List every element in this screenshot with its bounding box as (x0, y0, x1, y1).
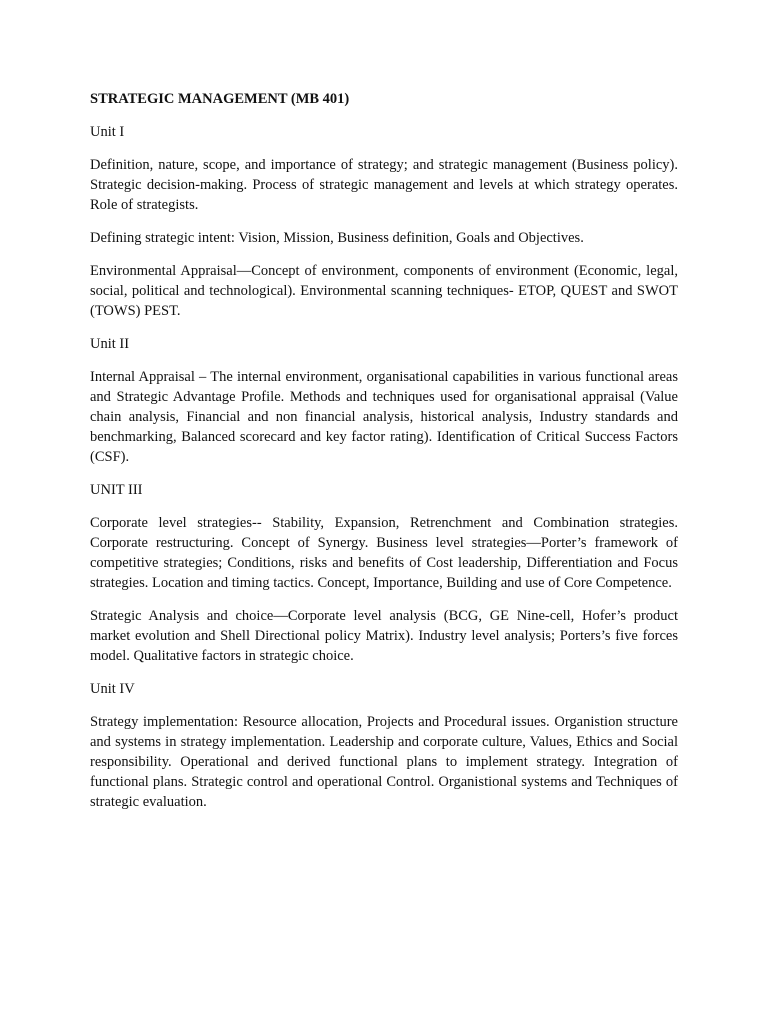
document-page (90, 89, 678, 825)
paragraph: Environmental Appraisal—Concept of environment, components of environment (Economic, legal, social, political and technological). Environmental scanning techniques- ETOP, QUEST and SWOT (TOWS) PEST. (90, 263, 678, 319)
paragraph: Strategic Analysis and choice—Corporate level analysis (BCG, GE Nine-cell, Hofer’s product market evolution and Shell Directional policy Matrix). Industry level analysis; Porters’s five forces model. Qualitative factors in strategic choice. (90, 608, 678, 664)
section-heading-unit-4: Unit IV (90, 681, 135, 697)
paragraph: Strategy implementation: Resource allocation, Projects and Procedural issues. Organistion structure and systems in strategy implementation. Leadership and corporate culture, Values, Ethics and Social responsibility. Operational and derived functional plans to implement strategy. Integration of functional plans. Strategic control and operational Control. Organistional systems and Techniques of strategic evaluation. (90, 714, 678, 810)
section-heading-unit-3: UNIT III (90, 482, 143, 498)
document-title: STRATEGIC MANAGEMENT (MB 401) (90, 91, 350, 107)
section-heading-unit-2: Unit II (90, 336, 130, 352)
paragraph: Internal Appraisal – The internal environment, organisational capabilities in various functional areas and Strategic Advantage Profile. Methods and techniques used for organisational appraisal (Value chain analysis, Financial and non financial analysis, historical analysis, Industry standards and benchmarking, Balanced scorecard and key factor rating). Identification of Critical Success Factors (CSF). (90, 369, 678, 465)
paragraph: Defining strategic intent: Vision, Mission, Business definition, Goals and Objectives. (90, 230, 584, 246)
paragraph: Corporate level strategies-- Stability, Expansion, Retrenchment and Combination strategies. Corporate restructuring. Concept of Synergy. Business level strategies—Porter’s framework of competitive strategies; Conditions, risks and benefits of Cost leadership, Differentiation and Focus strategies. Location and timing tactics. Concept, Importance, Building and use of Core Competence. (90, 515, 678, 591)
section-heading-unit-1: Unit I (90, 124, 125, 140)
paragraph: Definition, nature, scope, and importance of strategy; and strategic management (Business policy). Strategic decision-making. Process of strategic management and levels at which strategy operates. Role of strategists. (90, 157, 678, 213)
